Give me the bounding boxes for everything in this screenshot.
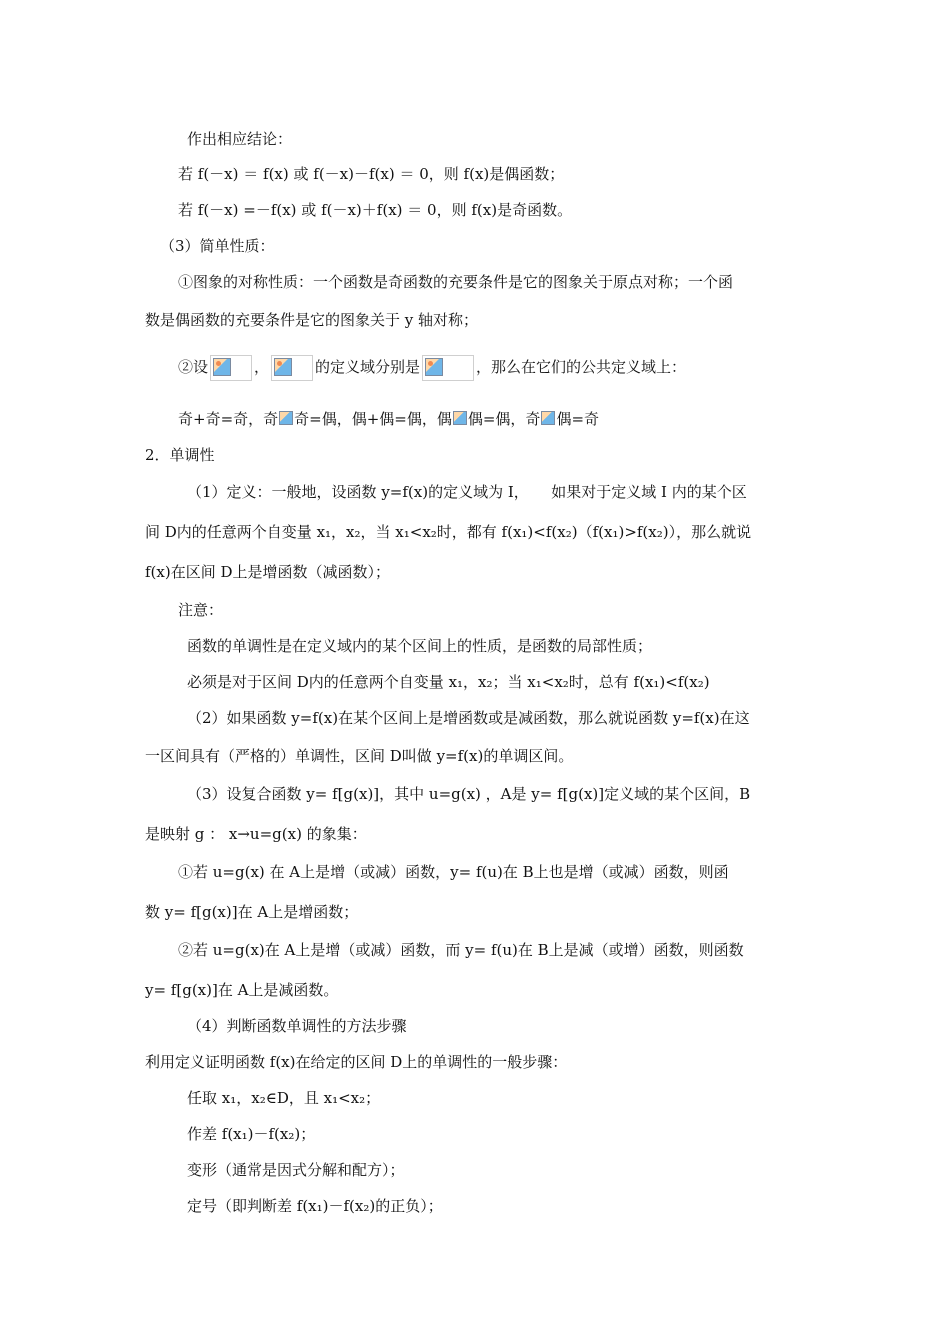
- text-line: 间 D内的任意两个自变量 x₁，x₂，当 x₁<x₂时，都有 f(x₁)<f(x₂)（f(x₁)>f(x₂)），那么就说: [145, 523, 752, 541]
- broken-image-icon: [541, 411, 555, 425]
- text-line: 若 f(－x) =－f(x) 或 f(－x)＋f(x) ＝ 0，则 f(x)是奇函数。: [178, 201, 573, 219]
- text-segment: ，那么在它们的公共定义域上：: [476, 358, 687, 376]
- text-segment: 偶=偶，奇: [467, 410, 541, 428]
- text-line: f(x)在区间 D上是增函数（减函数）；: [145, 563, 391, 581]
- text-segment: 奇+奇=奇，奇: [178, 410, 279, 428]
- text-line: 必须是对于区间 D内的任意两个自变量 x₁，x₂；当 x₁<x₂时，总有 f(x₁)<f(x₂): [187, 673, 710, 691]
- text-line: 数 y= f[g(x)]在 A上是增函数；: [145, 903, 359, 921]
- text-line: 变形（通常是因式分解和配方）；: [187, 1161, 405, 1179]
- text-line: 是映射 g ： x→u=g(x) 的象集：: [145, 825, 367, 843]
- text-line: y= f[g(x)]在 A上是减函数。: [145, 981, 339, 999]
- text-line: （2）如果函数 y=f(x)在某个区间上是增函数或是减函数，那么就说函数 y=f(x)在这: [187, 709, 750, 727]
- text-line: （4）判断函数单调性的方法步骤: [187, 1017, 407, 1035]
- text-line: 定号（即判断差 f(x₁)－f(x₂)的正负）；: [187, 1197, 443, 1215]
- text-line: 函数的单调性是在定义域内的某个区间上的性质，是函数的局部性质；: [187, 637, 653, 655]
- text-line: （3）简单性质：: [160, 237, 275, 255]
- text-line: 作出相应结论：: [187, 130, 293, 148]
- broken-image-icon: [279, 411, 293, 425]
- text-segment: 偶=奇: [556, 410, 600, 428]
- text-line: 一区间具有（严格的）单调性，区间 D叫做 y=f(x)的单调区间。: [145, 747, 574, 765]
- text-line-with-images: [178, 352, 686, 382]
- text-line: ②若 u=g(x)在 A上是增（或减）函数，而 y= f(u)在 B上是减（或增）函数，则函数: [178, 941, 744, 959]
- text-line: 作差 f(x₁)－f(x₂)；: [187, 1125, 316, 1143]
- text-segment: ，: [254, 358, 270, 376]
- section-heading: 2．单调性: [145, 446, 215, 464]
- text-line: 数是偶函数的充要条件是它的图象关于 y 轴对称；: [145, 311, 479, 329]
- broken-image-icon: [210, 355, 252, 381]
- broken-image-icon: [422, 355, 474, 381]
- text-segment: 的定义域分别是: [315, 358, 421, 376]
- text-line: （3）设复合函数 y= f[g(x)]，其中 u=g(x) ，A是 y= f[g(x)]定义域的某个区间，B: [187, 785, 751, 803]
- broken-image-icon: [271, 355, 313, 381]
- text-line-with-images: [178, 409, 599, 429]
- text-line: 若 f(－x) ＝ f(x) 或 f(－x)－f(x) ＝ 0，则 f(x)是偶函数；: [178, 165, 565, 183]
- text-line: 利用定义证明函数 f(x)在给定的区间 D上的单调性的一般步骤：: [145, 1053, 568, 1071]
- text-segment: ②设: [178, 358, 209, 376]
- text-line: ①图象的对称性质：一个函数是奇函数的充要条件是它的图象关于原点对称；一个函: [178, 273, 734, 291]
- text-line: ①若 u=g(x) 在 A上是增（或减）函数，y= f(u)在 B上也是增（或减）函数，则函: [178, 863, 729, 881]
- text-segment: 奇=偶，偶+偶=偶，偶: [294, 410, 452, 428]
- broken-image-icon: [453, 411, 467, 425]
- text-line: 注意：: [178, 601, 224, 619]
- text-line: （1）定义：一般地，设函数 y=f(x)的定义域为 I， 如果对于定义域 I 内的某个区: [187, 483, 747, 501]
- text-line: 任取 x₁，x₂∈D，且 x₁<x₂；: [187, 1089, 381, 1107]
